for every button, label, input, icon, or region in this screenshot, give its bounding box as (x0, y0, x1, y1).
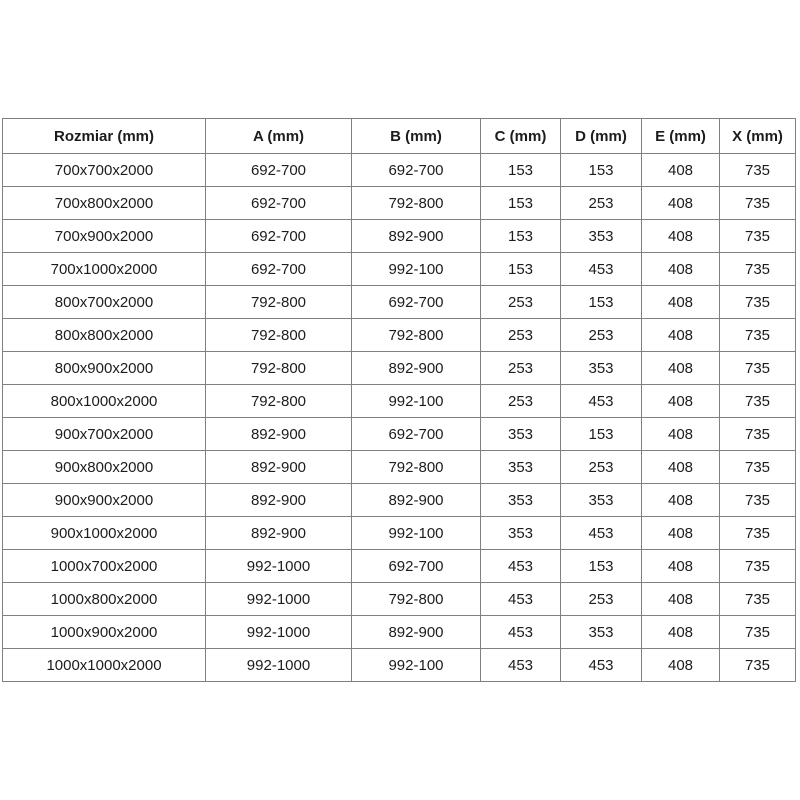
cell-rozmiar: 700x800x2000 (3, 187, 206, 220)
cell-rozmiar: 900x800x2000 (3, 451, 206, 484)
cell-e: 408 (642, 352, 720, 385)
size-specification-table (2, 118, 796, 682)
cell-rozmiar: 800x1000x2000 (3, 385, 206, 418)
cell-b: 892-900 (352, 616, 481, 649)
cell-c: 253 (481, 385, 561, 418)
cell-c: 453 (481, 616, 561, 649)
cell-d: 453 (561, 385, 642, 418)
table-row (3, 253, 796, 286)
cell-x: 735 (720, 649, 796, 682)
cell-b: 792-800 (352, 451, 481, 484)
cell-d: 453 (561, 253, 642, 286)
cell-b: 892-900 (352, 484, 481, 517)
column-header-c: C (mm) (481, 119, 561, 154)
cell-b: 792-800 (352, 187, 481, 220)
cell-a: 692-700 (206, 220, 352, 253)
cell-e: 408 (642, 385, 720, 418)
cell-a: 792-800 (206, 286, 352, 319)
cell-b: 992-100 (352, 649, 481, 682)
cell-a: 892-900 (206, 451, 352, 484)
cell-d: 153 (561, 550, 642, 583)
cell-c: 453 (481, 583, 561, 616)
table-row (3, 616, 796, 649)
cell-x: 735 (720, 352, 796, 385)
cell-c: 153 (481, 253, 561, 286)
cell-x: 735 (720, 451, 796, 484)
cell-b: 992-100 (352, 253, 481, 286)
cell-b: 792-800 (352, 583, 481, 616)
cell-a: 792-800 (206, 352, 352, 385)
table-row (3, 550, 796, 583)
cell-d: 353 (561, 616, 642, 649)
cell-x: 735 (720, 187, 796, 220)
cell-a: 792-800 (206, 385, 352, 418)
cell-d: 153 (561, 286, 642, 319)
cell-d: 253 (561, 451, 642, 484)
cell-rozmiar: 900x900x2000 (3, 484, 206, 517)
cell-x: 735 (720, 484, 796, 517)
cell-x: 735 (720, 517, 796, 550)
cell-e: 408 (642, 616, 720, 649)
cell-c: 353 (481, 484, 561, 517)
cell-rozmiar: 900x1000x2000 (3, 517, 206, 550)
column-header-a: A (mm) (206, 119, 352, 154)
cell-x: 735 (720, 583, 796, 616)
cell-c: 153 (481, 187, 561, 220)
cell-a: 692-700 (206, 253, 352, 286)
cell-a: 992-1000 (206, 616, 352, 649)
cell-c: 253 (481, 352, 561, 385)
cell-c: 153 (481, 220, 561, 253)
cell-c: 353 (481, 418, 561, 451)
table-row (3, 187, 796, 220)
cell-x: 735 (720, 418, 796, 451)
cell-b: 792-800 (352, 319, 481, 352)
cell-x: 735 (720, 220, 796, 253)
cell-rozmiar: 1000x1000x2000 (3, 649, 206, 682)
cell-e: 408 (642, 187, 720, 220)
table-row (3, 484, 796, 517)
column-header-e: E (mm) (642, 119, 720, 154)
cell-b: 692-700 (352, 286, 481, 319)
cell-e: 408 (642, 583, 720, 616)
cell-d: 153 (561, 154, 642, 187)
cell-a: 992-1000 (206, 649, 352, 682)
cell-a: 992-1000 (206, 550, 352, 583)
table-row (3, 583, 796, 616)
cell-x: 735 (720, 616, 796, 649)
table-row (3, 451, 796, 484)
cell-e: 408 (642, 253, 720, 286)
cell-c: 253 (481, 319, 561, 352)
cell-rozmiar: 700x1000x2000 (3, 253, 206, 286)
table-row (3, 154, 796, 187)
cell-rozmiar: 1000x900x2000 (3, 616, 206, 649)
column-header-d: D (mm) (561, 119, 642, 154)
cell-b: 892-900 (352, 352, 481, 385)
cell-e: 408 (642, 220, 720, 253)
cell-a: 792-800 (206, 319, 352, 352)
cell-c: 353 (481, 451, 561, 484)
cell-e: 408 (642, 484, 720, 517)
cell-b: 692-700 (352, 550, 481, 583)
cell-e: 408 (642, 550, 720, 583)
column-header-rozmiar: Rozmiar (mm) (3, 119, 206, 154)
cell-c: 453 (481, 550, 561, 583)
cell-rozmiar: 700x700x2000 (3, 154, 206, 187)
cell-a: 992-1000 (206, 583, 352, 616)
cell-e: 408 (642, 286, 720, 319)
cell-a: 692-700 (206, 187, 352, 220)
table-row (3, 649, 796, 682)
cell-x: 735 (720, 319, 796, 352)
cell-x: 735 (720, 385, 796, 418)
cell-b: 692-700 (352, 154, 481, 187)
cell-rozmiar: 800x700x2000 (3, 286, 206, 319)
cell-c: 153 (481, 154, 561, 187)
cell-c: 253 (481, 286, 561, 319)
cell-c: 353 (481, 517, 561, 550)
cell-e: 408 (642, 418, 720, 451)
cell-b: 992-100 (352, 517, 481, 550)
cell-rozmiar: 800x900x2000 (3, 352, 206, 385)
column-header-x: X (mm) (720, 119, 796, 154)
cell-x: 735 (720, 286, 796, 319)
header-row (3, 119, 796, 154)
table-body (3, 154, 796, 682)
cell-e: 408 (642, 517, 720, 550)
cell-d: 453 (561, 649, 642, 682)
cell-rozmiar: 900x700x2000 (3, 418, 206, 451)
cell-d: 353 (561, 352, 642, 385)
cell-rozmiar: 1000x700x2000 (3, 550, 206, 583)
cell-d: 253 (561, 583, 642, 616)
cell-x: 735 (720, 253, 796, 286)
cell-x: 735 (720, 154, 796, 187)
cell-rozmiar: 800x800x2000 (3, 319, 206, 352)
table-row (3, 418, 796, 451)
cell-e: 408 (642, 649, 720, 682)
cell-a: 892-900 (206, 418, 352, 451)
column-header-b: B (mm) (352, 119, 481, 154)
cell-rozmiar: 1000x800x2000 (3, 583, 206, 616)
cell-b: 892-900 (352, 220, 481, 253)
cell-d: 453 (561, 517, 642, 550)
cell-x: 735 (720, 550, 796, 583)
table-row (3, 319, 796, 352)
table-row (3, 220, 796, 253)
cell-d: 253 (561, 187, 642, 220)
table-row (3, 352, 796, 385)
cell-b: 992-100 (352, 385, 481, 418)
cell-d: 253 (561, 319, 642, 352)
cell-d: 353 (561, 484, 642, 517)
cell-rozmiar: 700x900x2000 (3, 220, 206, 253)
cell-d: 153 (561, 418, 642, 451)
cell-a: 892-900 (206, 517, 352, 550)
table-row (3, 385, 796, 418)
cell-e: 408 (642, 319, 720, 352)
cell-a: 892-900 (206, 484, 352, 517)
table-row (3, 517, 796, 550)
cell-a: 692-700 (206, 154, 352, 187)
cell-e: 408 (642, 154, 720, 187)
cell-c: 453 (481, 649, 561, 682)
cell-d: 353 (561, 220, 642, 253)
cell-e: 408 (642, 451, 720, 484)
table-row (3, 286, 796, 319)
cell-b: 692-700 (352, 418, 481, 451)
